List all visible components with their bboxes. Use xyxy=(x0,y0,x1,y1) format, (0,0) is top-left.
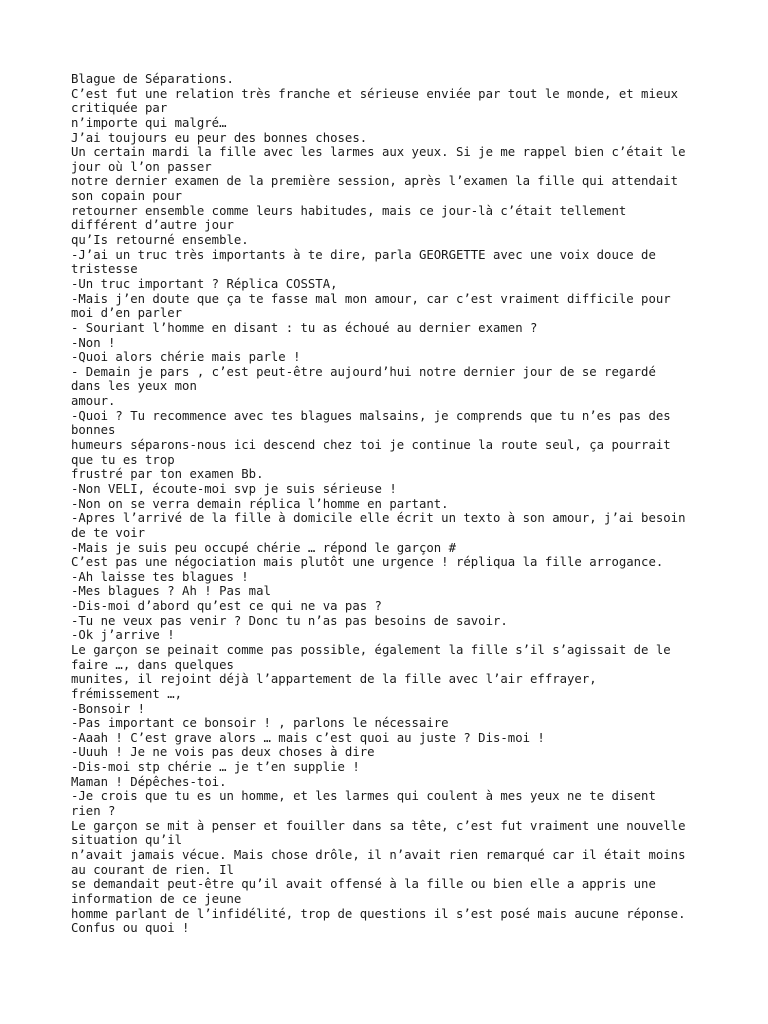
text-line: -Mais je suis peu occupé chérie … répond le garçon # xyxy=(71,540,456,555)
document-text-body xyxy=(71,72,701,936)
text-line: Le garçon se mit à penser et fouiller dans sa tête, c’est fut vraiment une nouvelle xyxy=(71,818,686,833)
text-line: -J’ai un truc très importants à te dire, parla GEORGETTE avec une voix douce de xyxy=(71,247,656,262)
text-line: - Souriant l’homme en disant : tu as échoué au dernier examen ? xyxy=(71,320,538,335)
text-line: -Ah laisse tes blagues ! xyxy=(71,569,249,584)
text-line: -Non on se verra demain réplica l’homme en partant. xyxy=(71,496,449,511)
text-line: munites, il rejoint déjà l’appartement de la fille avec l’air effrayer, xyxy=(71,672,597,687)
text-line: J’ai toujours eu peur des bonnes choses. xyxy=(71,130,368,145)
text-line: -Aaah ! C’est grave alors … mais c’est quoi au juste ? Dis-moi ! xyxy=(71,730,545,745)
text-line: différent d’autre jour xyxy=(71,218,234,233)
text-line: qu’Is retourné ensemble. xyxy=(71,233,249,248)
text-line: information de ce jeune xyxy=(71,891,242,906)
text-line: amour. xyxy=(71,394,116,409)
text-line: bonnes xyxy=(71,423,116,438)
text-line: moi d’en parler xyxy=(71,306,183,321)
text-line: rien ? xyxy=(71,804,116,819)
text-line: se demandait peut-être qu’il avait offensé à la fille ou bien elle a appris une xyxy=(71,877,656,892)
text-line: faire …, dans quelques xyxy=(71,657,234,672)
text-line: - Demain je pars , c’est peut-être aujourd’hui notre dernier jour de se regardé xyxy=(71,364,656,379)
text-line: C’est fut une relation très franche et sérieuse enviée par tout le monde, et mieux xyxy=(71,86,679,101)
text-line: au courant de rien. Il xyxy=(71,862,234,877)
text-line: Maman ! Dépêches-toi. xyxy=(71,774,227,789)
text-line: -Uuuh ! Je ne vois pas deux choses à dire xyxy=(71,745,375,760)
text-line: Confus ou quoi ! xyxy=(71,921,190,936)
text-line: -Quoi alors chérie mais parle ! xyxy=(71,350,301,365)
text-line: -Non ! xyxy=(71,335,116,350)
text-line: -Pas important ce bonsoir ! , parlons le nécessaire xyxy=(71,716,449,731)
text-line: n’importe qui malgré… xyxy=(71,115,227,130)
text-line: homme parlant de l’infidélité, trop de questions il s’est posé mais aucune réponse. xyxy=(71,906,686,921)
text-line: n’avait jamais vécue. Mais chose drôle, il n’avait rien remarqué car il était moins xyxy=(71,847,686,862)
text-line: tristesse xyxy=(71,262,138,277)
text-line: C’est pas une négociation mais plutôt une urgence ! répliqua la fille arrogance. xyxy=(71,555,664,570)
text-line: -Ok j’arrive ! xyxy=(71,628,175,643)
text-line: frémissement …, xyxy=(71,686,183,701)
text-line: -Mais j’en doute que ça te fasse mal mon amour, car c’est vraiment difficile pour xyxy=(71,291,671,306)
text-line: jour où l’on passer xyxy=(71,159,212,174)
text-line: -Dis-moi d’abord qu’est ce qui ne va pas ? xyxy=(71,599,382,614)
text-line: retourner ensemble comme leurs habitudes, mais ce jour-là c’était tellement xyxy=(71,203,627,218)
text-line: -Mes blagues ? Ah ! Pas mal xyxy=(71,584,271,599)
text-line: que tu es trop xyxy=(71,452,175,467)
text-line: -Un truc important ? Réplica COSSTA, xyxy=(71,276,338,291)
text-line: -Quoi ? Tu recommence avec tes blagues malsains, je comprends que tu n’es pas des xyxy=(71,408,671,423)
text-line: Un certain mardi la fille avec les larmes aux yeux. Si je me rappel bien c’était le xyxy=(71,145,686,160)
text-line: -Dis-moi stp chérie … je t’en supplie ! xyxy=(71,760,360,775)
text-line: de te voir xyxy=(71,525,146,540)
text-line: -Je crois que tu es un homme, et les larmes qui coulent à mes yeux ne te disent xyxy=(71,789,656,804)
text-line: notre dernier examen de la première session, après l’examen la fille qui attendait xyxy=(71,174,679,189)
text-line: Le garçon se peinait comme pas possible, également la fille s’il s’agissait de le xyxy=(71,642,671,657)
text-line: -Apres l’arrivé de la fille à domicile elle écrit un texto à son amour, j’ai besoin xyxy=(71,511,686,526)
text-line: son copain pour xyxy=(71,189,183,204)
text-line: -Non VELI, écoute-moi svp je suis sérieuse ! xyxy=(71,481,397,496)
text-line: critiquée par xyxy=(71,101,168,116)
text-line: humeurs séparons-nous ici descend chez toi je continue la route seul, ça pourrait xyxy=(71,438,671,453)
text-line: -Tu ne veux pas venir ? Donc tu n’as pas besoins de savoir. xyxy=(71,613,508,628)
document-title-line: Blague de Séparations. xyxy=(71,72,234,86)
text-line: dans les yeux mon xyxy=(71,379,197,394)
text-line: frustré par ton examen Bb. xyxy=(71,467,264,482)
text-line: situation qu’il xyxy=(71,833,183,848)
text-line: -Bonsoir ! xyxy=(71,701,146,716)
